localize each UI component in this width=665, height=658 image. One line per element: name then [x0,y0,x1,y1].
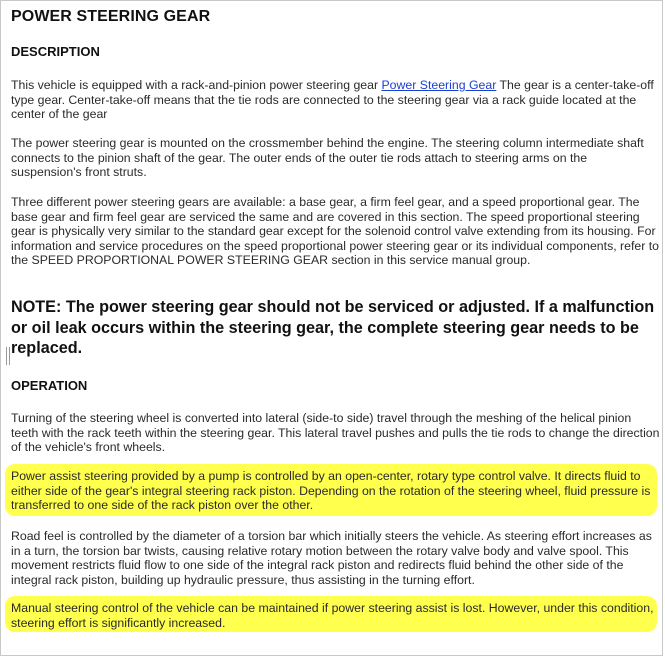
operation-heading: OPERATION [11,378,88,393]
description-p1-text-after: The gear is a center-take-off type gear. Center-take-off means that the tie rods are connected to the steering gear via a rack guide located at the center of the gear [11,78,654,122]
page-title: POWER STEERING GEAR [11,8,211,25]
text-cursor-marker [6,347,10,365]
operation-paragraph-2-highlighted: Power assist steering provided by a pump is controlled by an open-center, rotary type control valve. It directs fluid to either side of the gear's integral steering rack piston. Depending on the rotation of the steering wheel, fluid pressure is transferred to one side of the rack piston over the other. [11,469,651,513]
note-warning: NOTE: The power steering gear should not be serviced or adjusted. If a malfunction or oil leak occurs within the steering gear, the complete steering gear needs to be replaced. [11,298,655,357]
power-steering-gear-link[interactable]: Power Steering Gear [381,78,497,92]
description-p1-text-before: This vehicle is equipped with a rack-and-pinion power steering gear [11,78,382,92]
description-paragraph-3: Three different power steering gears are available: a base gear, a firm feel gear, and a speed proportional gear. The base gear and firm feel gear are serviced the same and are covered in this section. The speed proportional steering gear is physically very similar to the standard gear except for the solenoid control valve extending from its housing. For information and service procedures on the speed proportional power steering gear or its individual components, refer to the SPEED PROPORTIONAL POWER STEERING GEAR section in this service manual group. [11,195,660,268]
description-heading: DESCRIPTION [11,44,100,59]
description-paragraph-2: The power steering gear is mounted on the crossmember behind the engine. The steering column intermediate shaft connects to the pinion shaft of the gear. The outer ends of the outer tie rods attach to steering arms on the suspension's front struts. [11,136,644,180]
description-paragraph-1 [11,78,661,122]
operation-paragraph-3: Road feel is controlled by the diameter of a torsion bar which initially steers the vehicle. As steering effort increases as in a turn, the torsion bar twists, causing relative rotary motion between the rotary valve body and valve spool. This movement restricts fluid flow to one side of the integral rack piston and redirects fluid behind the other side of the integral rack piston, building up hydraulic pressure, thus assisting in the turning effort. [11,529,652,587]
operation-paragraph-1: Turning of the steering wheel is converted into lateral (side-to side) travel through the meshing of the helical pinion teeth with the rack teeth within the steering gear. This lateral travel pushes and pulls the tie rods to change the direction of the vehicle's front wheels. [11,411,660,455]
operation-paragraph-4-highlighted: Manual steering control of the vehicle can be maintained if power steering assist is lost. However, under this condition, steering effort is significantly increased. [11,601,654,630]
